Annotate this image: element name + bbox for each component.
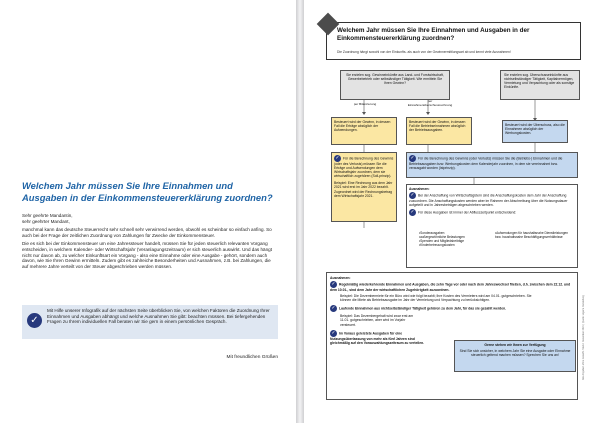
side-note: Alle Angaben ohne Gewähr. Stand: Dezember 2021 | Quelle: eigene Darstellung	[582, 294, 585, 380]
box-ueberschuss-result: Besteuert wird der Überschuss, also die Einnahmen abzüglich der Werbungskosten.	[502, 120, 568, 143]
exception-list	[495, 231, 573, 239]
check-icon: ✓	[410, 192, 415, 199]
check-icon: ✓	[331, 281, 336, 288]
box-sollprinzip: ✓ Für die Berechnung des Gewinns (oder des Verlusts) müssen Sie die Erträge und Aufwendungen dem Wirtschaftsjahr zuordnen, dem sie wirtschaftlich zugehören (Soll-prinzip). Beispiel: Eine Rechnung aus dem Jahr 2021 wird erst im Jahr 2022 bezahlt. Zugeordnet wird der Rechnungsbetrag dem Wirtschaftsjahr 2021.	[331, 152, 397, 222]
check-icon: ✓	[331, 329, 336, 336]
exceptions-box-2: Ausnahmen: ✓ Regelmäßig wiederkehrende Einnahmen und Ausgaben, die zehn Tage vor oder nach dem Jahreswechsel fließen, d.h. zwischen dem 22.12. und dem 10.01., sind dem Jahr der wirtschaftlichen Zugehörigkeit zuzuordnen. Beispiel: Die Dezembermiete für ein Büro wird wie folgt bezahlt; Ihre Kosten des Vermieters wird am 04.01. gutgeschrieben. Sie können die Miete als Betriebsausgabe im Jahr der Vermietung und Verpachtung zu berücksichtigen. ✓ Laufende Einnahmen aus nichtselbständiger Tätigkeit gehören zu dem Jahr, für das sie gezahlt werden. Beispiel: Das Dezembergehalt wird zwar erst am 11.01. gutgeschrieben, aber wird im Vorjahr versteuert. ✓ Im Voraus geleistete Ausgaben für eine Nutzungsüberlassung von mehr als fünf Jahren sind gleichmäßig auf den Vorauszahlungszeitraum zu verteilen.	[326, 272, 578, 400]
exception-text: ✓ Für diese Ausgaben ist immer der Abflusszeitpunkt entscheidend:	[410, 209, 517, 216]
check-icon: ✓	[331, 305, 336, 312]
list-item: • außergewöhnliche Belastungen	[419, 235, 489, 239]
salutation: Sehr geehrte Mandantin, sehr geehrter Mandant,	[22, 213, 73, 224]
exception-text: ✓ Bei der Anschaffung von Wirtschaftsgütern sind die Anschaffungskosten dem Jahr der Anschaffung zuzuordnen. Die Anschaffungskosten werden aber im Rahmen der Abschreibung über die Nutzungsdauer aufgeteilt und in Jahresbeträgen abgeschrieben werden.	[409, 192, 568, 208]
infographic-subtitle: Die Zuordnung hängt sowohl von der Einkunfts- als auch von der Gewinnermittlungsart ab und kennt viele Ausnahmen!	[337, 50, 511, 54]
paragraph: manchmal kann das deutsche Steuerrecht sehr schnell sehr verwirrend werden, obwohl es scheinbar so einfach anfing. So auch bei der Frage der zeitlichen Zuordnung von Zahlungen für Zwecke der Einkommensteuer.	[22, 227, 272, 238]
box-eur-result: Besteuert wird der Gewinn, in dessen Fall die Betriebseinnahmen abzüglich der Betriebsausgaben.	[406, 117, 472, 145]
list-item: • Spenden und Mitgliedsbeiträge	[419, 239, 489, 243]
check-icon: ✓	[335, 155, 340, 161]
check-icon: ✓	[410, 155, 415, 161]
exception-rule: ✓ Laufende Einnahmen aus nichtselbständiger Tätigkeit gehören zu dem Jahr, für das sie gezahlt werden.	[331, 305, 507, 312]
list-item: • Kinderbetreuungskosten	[419, 243, 489, 247]
arrow-head	[362, 112, 366, 115]
left-page	[0, 0, 296, 423]
page-title: Welchem Jahr müssen Sie Ihre Einnahmen und Ausgaben in der Einkommensteuererklärung zuordnen?	[22, 180, 273, 203]
check-icon: ✓	[410, 209, 415, 216]
right-page	[304, 0, 600, 423]
hint-text: Mit Hilfe unserer Infografik auf der nächsten Seite überblicken Sie, von welchen Faktoren die Zuordnung Ihrer Einnahmen und Ausgaben abhängt und welche Ausnahmen Sie gibt: beachten müssen. Bei tiefergehenden Fragen zu Ihrem individuellen Fall beraten wir Sie gern in einem persönlichen Gespräch.	[47, 308, 270, 324]
example-text: Beispiel: Die Dezembermiete für ein Büro wird wie folgt bezahlt; Ihre Kosten des Vermieters wird am 04.01. gutgeschrieben. Sie können die Miete als Betriebsausgabe im Jahr der Vermietung und Verpachtung zu berücksichtigen.	[340, 294, 532, 303]
box-ueberschusseinkuenfte: Sie erzielen sog. Überschusseinkünfte aus nichtselbständiger Tätigkeit, Kapitalvermögen, Vermietung und Verpachtung oder als sonstige Einkünfte.	[500, 70, 580, 100]
list-item: • Aufwendungen für haushaltsnahe Dienstleistungen bzw. haushaltsnahe Beschäftigungsverhältnisse	[495, 231, 573, 239]
contact-box: Gerne stehen wir Ihnen zur Verfügung Sind Sie sich unsicher, in welchem Jahr Sie eine Ausgabe oder Einnahme steuerlich geltend machen müssen? Sprechen Sie uns an!	[454, 340, 576, 372]
check-icon: ✓	[27, 313, 42, 328]
arrow-head	[426, 112, 430, 115]
exception-rule: ✓ Regelmäßig wiederkehrende Einnahmen und Ausgaben, die zehn Tage vor oder nach dem Jahreswechsel fließen, d.h. zwischen dem 22.12. und dem 10.01., sind dem Jahr der wirtschaftlichen Zugehörigkeit zuzuordnen.	[330, 281, 571, 293]
exception-list	[419, 231, 489, 247]
hint-box	[22, 305, 278, 339]
infographic-title: Welchem Jahr müssen Sie Ihre Einnahmen und Ausgaben in der Einkommensteuererklärung zuordnen?	[337, 27, 530, 42]
book-gutter	[296, 0, 304, 423]
exceptions-box-1: Ausnahmen: ✓ Bei der Anschaffung von Wirtschaftsgütern sind die Anschaffungskosten dem Jahr der Anschaffung zuzuordnen. Die Anschaffungskosten werden aber im Rahmen der Abschreibung über die Nutzungsdauer aufgeteilt und in Jahresbeträgen abgeschrieben werden. ✓ Für diese Ausgaben ist immer der Abflusszeitpunkt entscheidend: • Sonderausgaben • außergewöhnliche Belastungen • Spenden und Mitgliedsbeiträge • Kinderbetreuungskosten • Aufwendungen für haushaltsnahe Dienstleistungen bzw. haushaltsnahe Beschäftigungsverhältnisse	[406, 184, 578, 268]
label-bilanzierung: per Bilanzierung	[353, 102, 377, 106]
box-istprinzip: ✓ Für die Berechnung des Gewinns (oder Verlusts) müssen Sie die (Betriebs-) Einnahmen und die Betriebsausgaben bzw. Werbungskosten dem Kalenderjahr zuordnen, in dem sie vereinnahmt bzw. verausgabt worden (Istprinzip).	[406, 152, 578, 178]
example-text: Beispiel: Das Dezembergehalt wird zwar erst am 11.01. gutgeschrieben, aber wird im Vorjahr versteuert.	[340, 314, 414, 327]
label-eur: per Einnahmenüberschussrechnung	[407, 99, 453, 107]
exception-rule: ✓ Im Voraus geleistete Ausgaben für eine Nutzungsüberlassung von mehr als fünf Jahren sind gleichmäßig auf den Vorauszahlungszeitraum zu verteilen.	[330, 329, 425, 345]
letter-body	[22, 213, 278, 272]
box-gewinneinkuenfte: Sie erzielen sog. Gewinneinkünfte aus Land- und Forstwirtschaft, Gewerbebetrieb oder selbständiger Tätigkeit. Wie ermitteln Sie Ihren Gewinn?	[340, 70, 450, 100]
signoff: Mit freundlichen Grüßen	[226, 355, 278, 360]
list-item: • Sonderausgaben	[419, 231, 489, 235]
box-bilanz-result: Besteuert wird der Gewinn, in dessen Fall die Erträge abzüglich der Aufwendungen.	[331, 117, 397, 145]
paragraph: Die es sich bei der Einkommensteuer um eine Jahressteuer handelt, müssen Sie für jeden steuerlich relevanten Vorgang entscheiden, in welchem Kalender- oder Wirtschaftsjahr (Veranlagungszeitraum) er sich steuerlich auswirkt. Und das hängt nicht nur davon ab, zu welcher Einkunftsart ein Vorgang - also eine Einnahme oder eine Ausgabe - gehört, sondern auch davon, wie Sie Ihren Gewinn ermitteln. Zudem gibt es zahlreiche Besonderheiten und Ausnahmen, z.B. bei Zahlungen, die auf mehrere Jahre verteilt von der Steuer abgeschrieben werden müssen.	[22, 241, 272, 269]
example-text: Beispiel: Eine Rechnung aus dem Jahr 2021 wird erst im Jahr 2022 bezahlt. Zugeordnet wird der Rechnungsbetrag dem Wirtschaftsjahr 2021.	[334, 181, 393, 198]
